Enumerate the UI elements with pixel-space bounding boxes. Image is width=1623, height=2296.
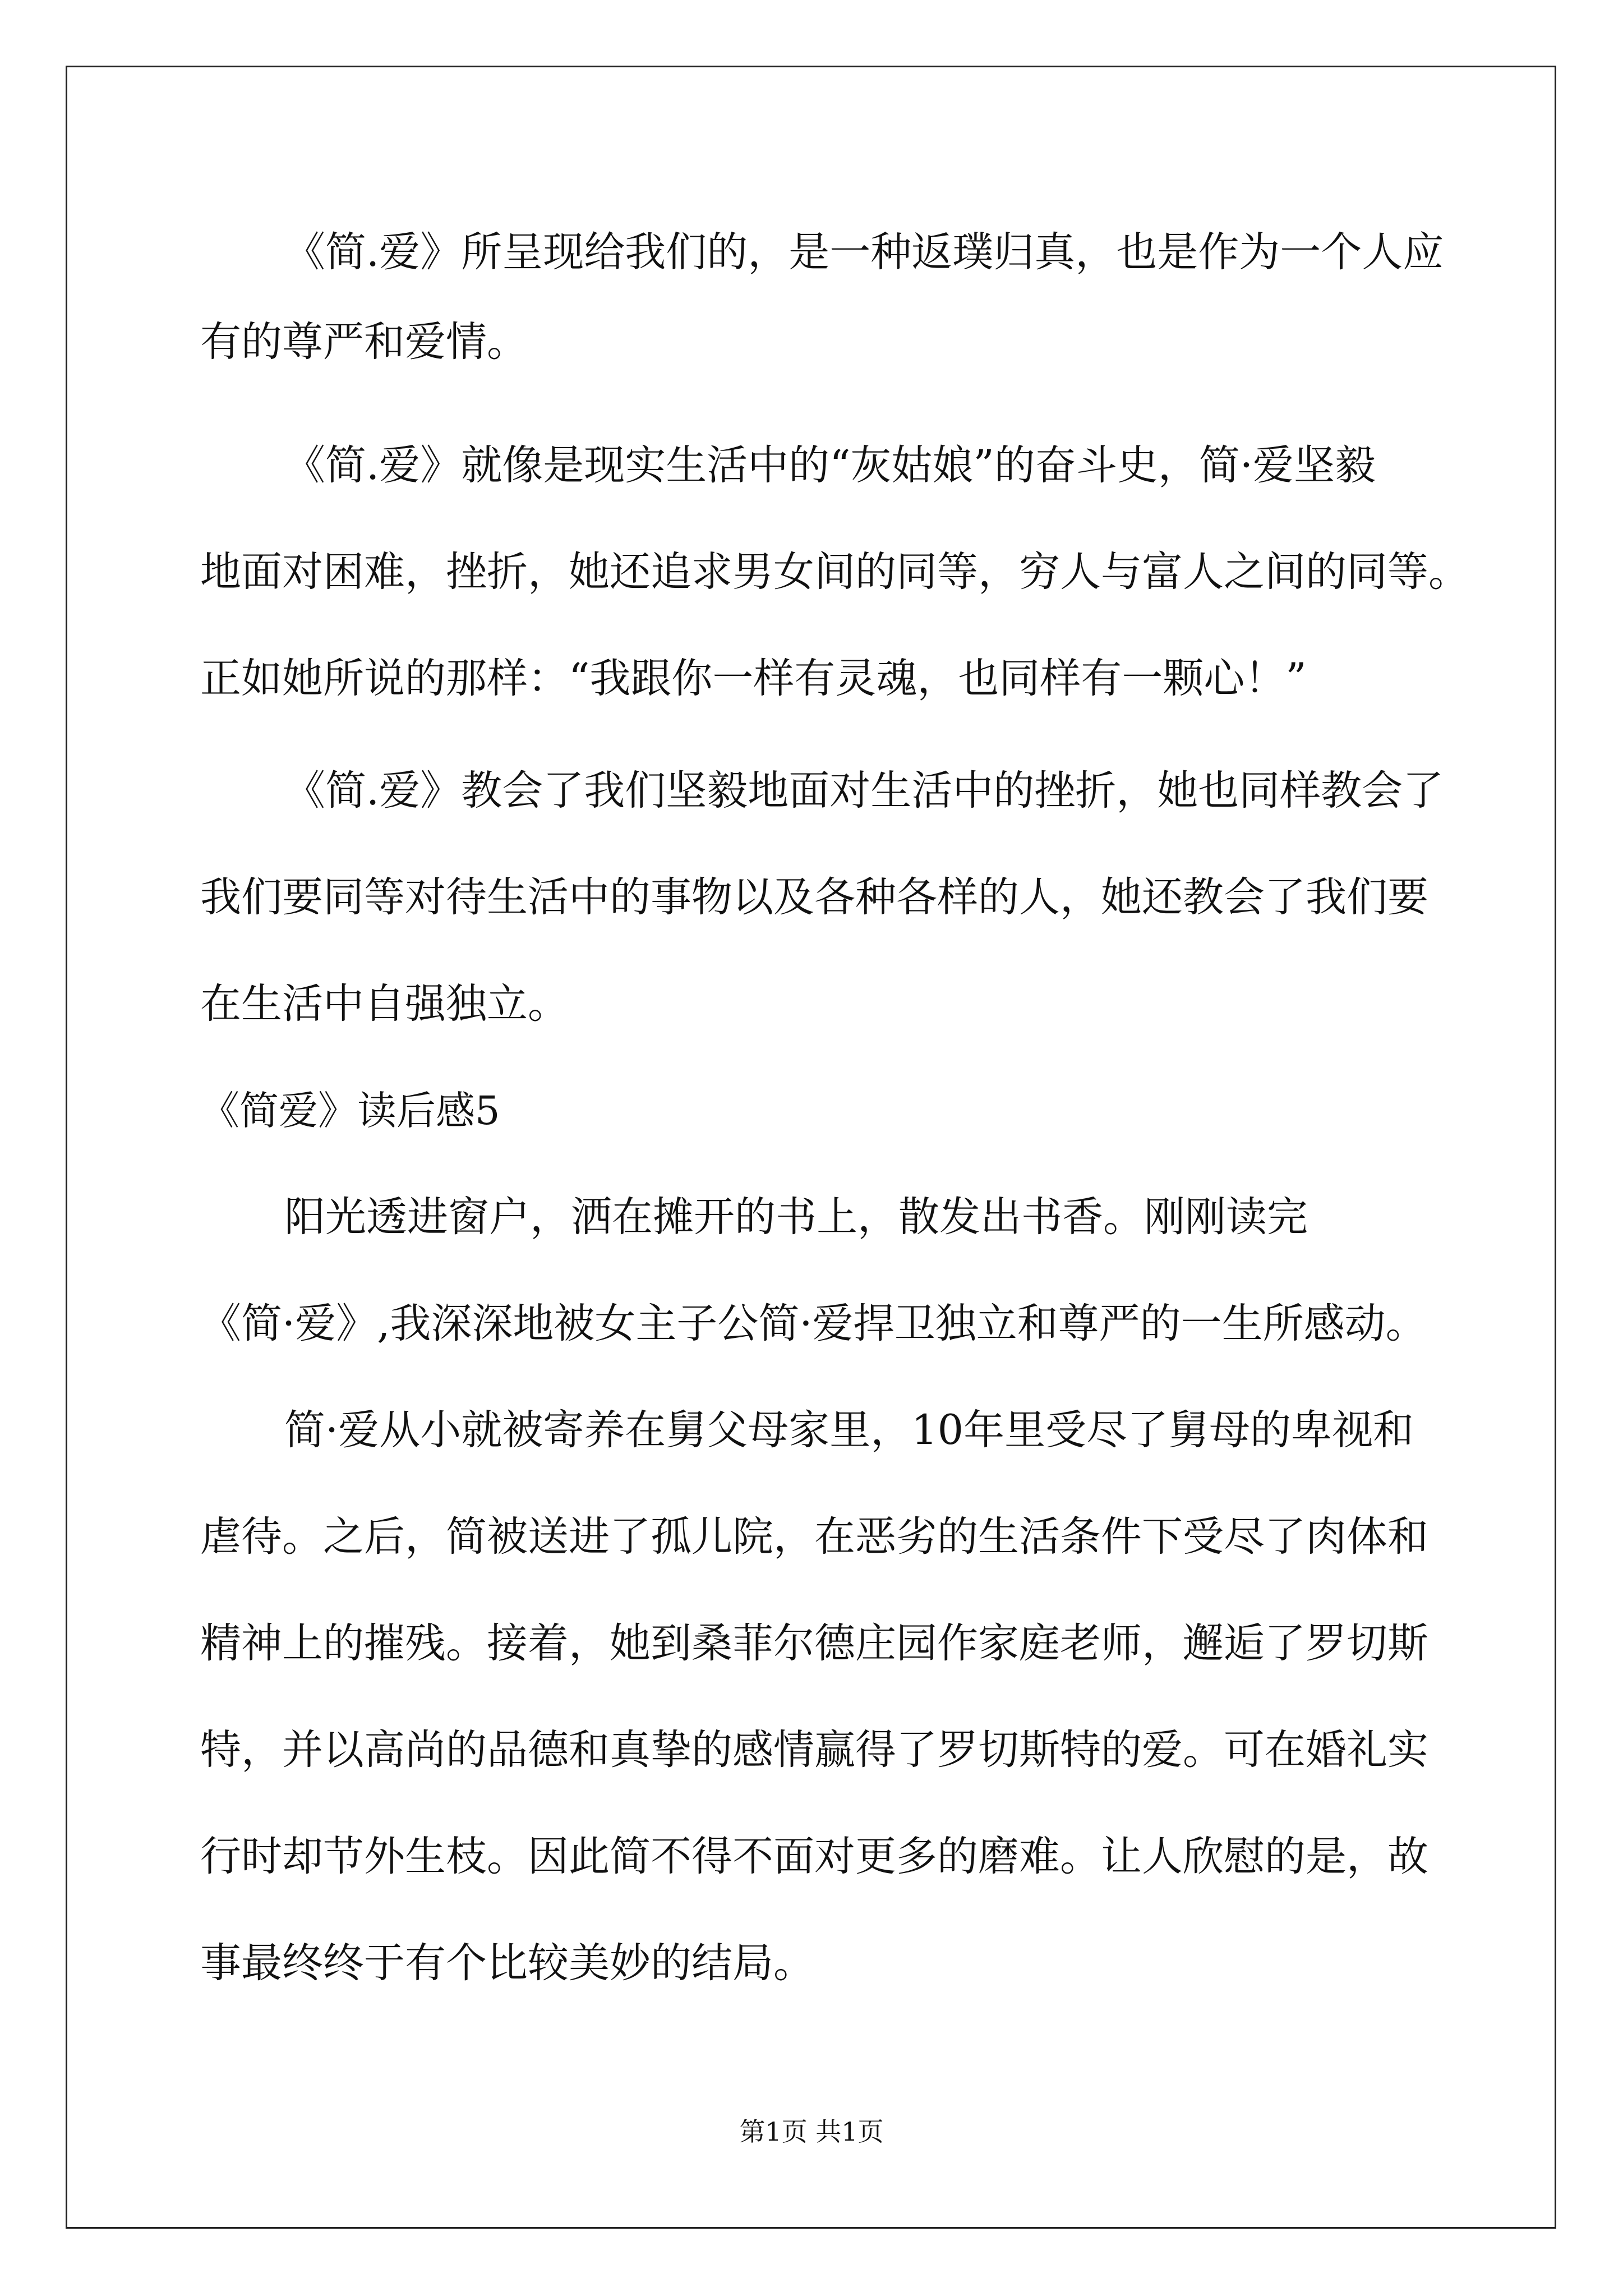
paragraph-line: 简·爱从小就被寄养在舅父母家里，10年里受尽了舅母的卑视和 [284, 1406, 1414, 1454]
paragraph-line: 在生活中自强独立。 [200, 980, 569, 1028]
paragraph-line: 我们要同等对待生活中的事物以及各种各样的人，她还教会了我们要 [200, 873, 1428, 921]
paragraph-line: 特，并以高尚的品德和真挚的感情赢得了罗切斯特的爱。可在婚礼实 [200, 1726, 1428, 1774]
paragraph-line: 《简.爱》就像是现实生活中的“灰姑娘”的奋斗史，简·爱坚毅 [284, 441, 1376, 489]
page-footer: 第1页 共1页 [739, 2116, 884, 2147]
section-heading: 《简爱》读后感5 [200, 1088, 500, 1134]
paragraph-line: 正如她所说的那样：“我跟你一样有灵魂，也同样有一颗心！” [200, 655, 1307, 702]
paragraph-line: 有的尊严和爱情。 [200, 318, 528, 366]
paragraph-line: 阳光透进窗户，洒在摊开的书上，散发出书香。刚刚读完 [284, 1193, 1308, 1241]
paragraph-line: 事最终终于有个比较美妙的结局。 [200, 1939, 814, 1987]
paragraph-line: 虐待。之后，简被送进了孤儿院，在恶劣的生活条件下受尽了肉体和 [200, 1513, 1428, 1561]
paragraph-line: 《简·爱》,我深深地被女主子公简·爱捍卫独立和尊严的一生所感动。 [200, 1300, 1427, 1347]
paragraph-line: 《简.爱》所呈现给我们的，是一种返璞归真，也是作为一个人应 [284, 228, 1444, 276]
paragraph-line: 《简.爱》教会了我们坚毅地面对生活中的挫折，她也同样教会了 [284, 767, 1444, 815]
paragraph-line: 地面对困难，挫折，她还追求男女间的同等，穷人与富人之间的同等。 [200, 548, 1469, 596]
page-border [66, 66, 1556, 2229]
paragraph-line: 精神上的摧残。接着，她到桑菲尔德庄园作家庭老师，邂逅了罗切斯 [200, 1619, 1428, 1667]
paragraph-line: 行时却节外生枝。因此简不得不面对更多的磨难。让人欣慰的是，故 [200, 1833, 1428, 1880]
